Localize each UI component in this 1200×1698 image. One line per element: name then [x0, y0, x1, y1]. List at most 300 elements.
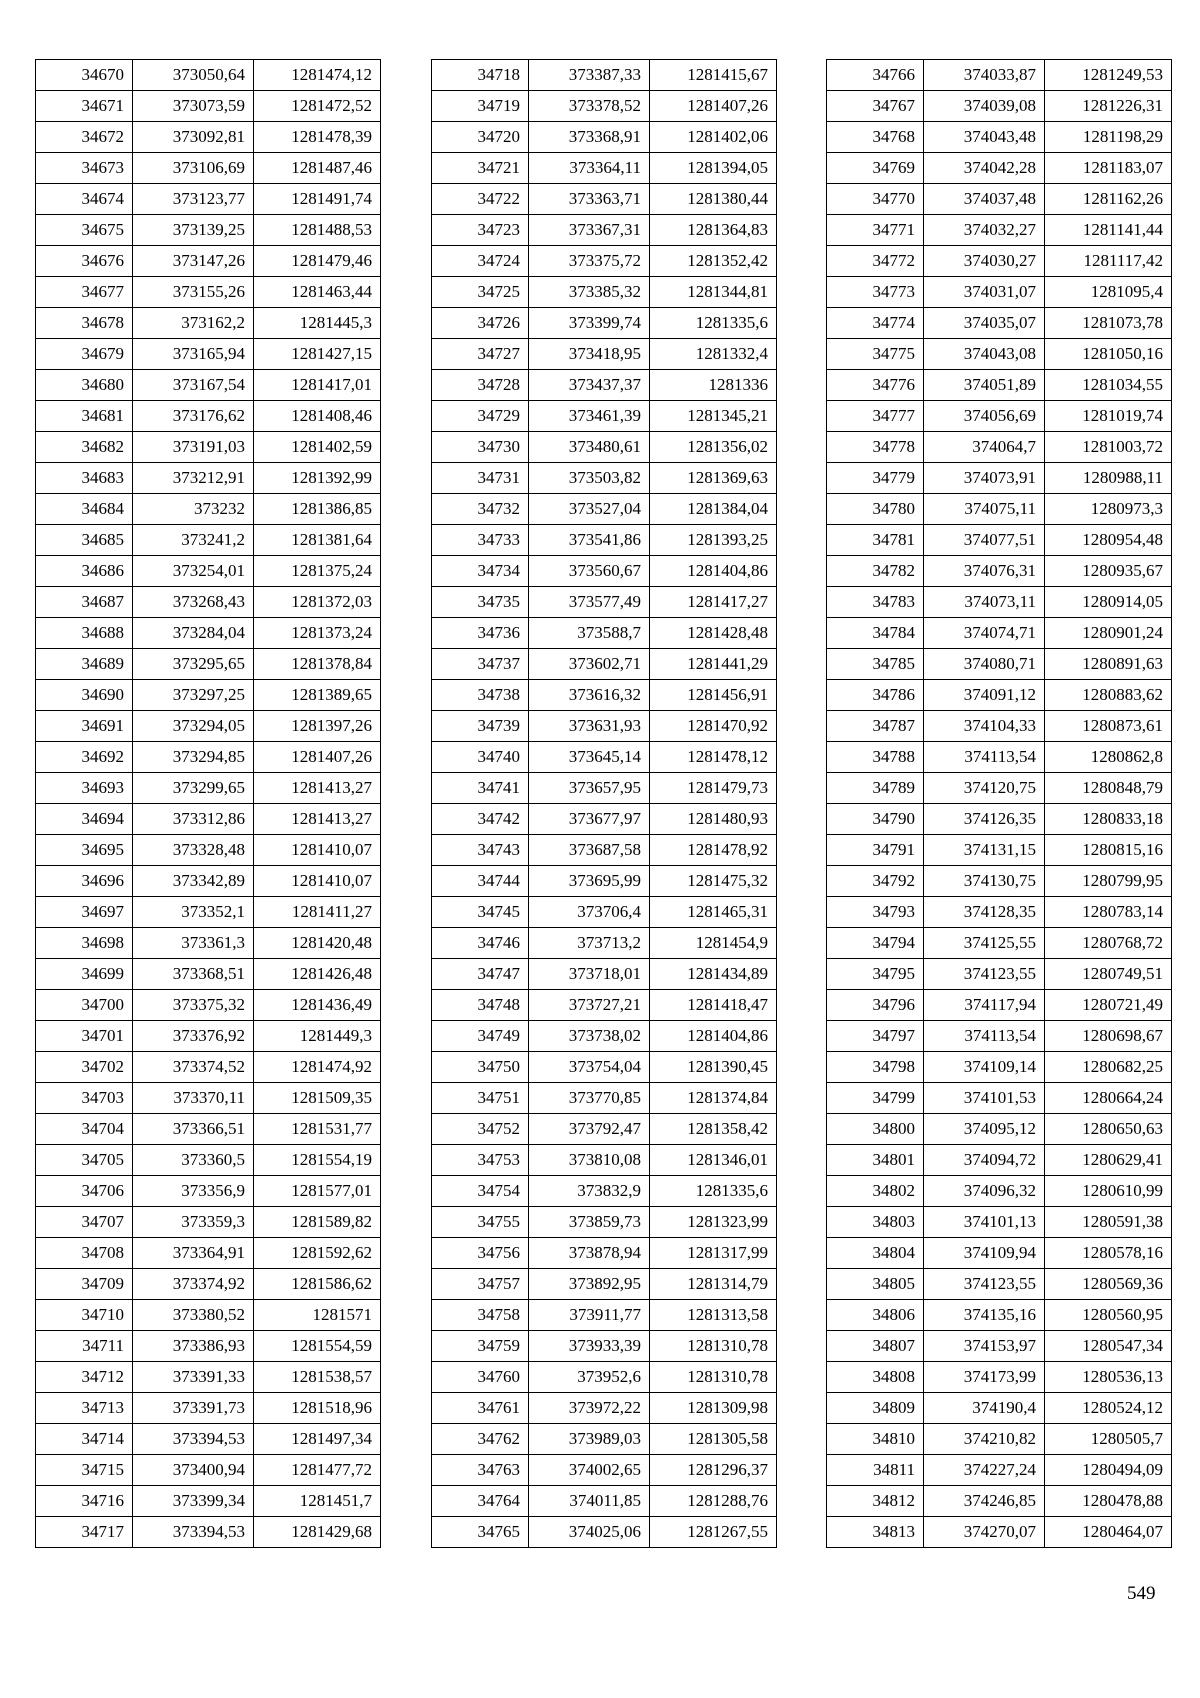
- point-number-cell: 34772: [827, 246, 924, 277]
- table-row: [432, 246, 777, 277]
- x-coordinate-cell: 374074,71: [924, 618, 1045, 649]
- y-coordinate-cell: 1281305,58: [650, 1424, 777, 1455]
- x-coordinate-cell: 374073,91: [924, 463, 1045, 494]
- y-coordinate-cell: 1280536,13: [1045, 1362, 1172, 1393]
- y-coordinate-cell: 1281317,99: [650, 1238, 777, 1269]
- point-number-cell: 34793: [827, 897, 924, 928]
- point-number-cell: 34730: [432, 432, 529, 463]
- point-number-cell: 34806: [827, 1300, 924, 1331]
- point-number-cell: 34756: [432, 1238, 529, 1269]
- y-coordinate-cell: 1281479,73: [650, 773, 777, 804]
- table-row: [36, 91, 381, 122]
- table-row: [36, 1455, 381, 1486]
- table-row: [432, 1424, 777, 1455]
- x-coordinate-cell: 374135,16: [924, 1300, 1045, 1331]
- x-coordinate-cell: 373727,21: [529, 990, 650, 1021]
- point-number-cell: 34762: [432, 1424, 529, 1455]
- x-coordinate-cell: 373378,52: [529, 91, 650, 122]
- y-coordinate-cell: 1280873,61: [1045, 711, 1172, 742]
- point-number-cell: 34794: [827, 928, 924, 959]
- y-coordinate-cell: 1281336: [650, 370, 777, 401]
- table-row: [432, 804, 777, 835]
- table-row: [36, 370, 381, 401]
- y-coordinate-cell: 1281073,78: [1045, 308, 1172, 339]
- x-coordinate-cell: 373073,59: [133, 91, 254, 122]
- point-number-cell: 34717: [36, 1517, 133, 1548]
- x-coordinate-cell: 374037,48: [924, 184, 1045, 215]
- table-row: [432, 184, 777, 215]
- table-row: [432, 1517, 777, 1548]
- x-coordinate-cell: 374091,12: [924, 680, 1045, 711]
- x-coordinate-cell: 373503,82: [529, 463, 650, 494]
- table-row: [432, 1486, 777, 1517]
- point-number-cell: 34799: [827, 1083, 924, 1114]
- y-coordinate-cell: 1281392,99: [254, 463, 381, 494]
- x-coordinate-cell: 373386,93: [133, 1331, 254, 1362]
- y-coordinate-cell: 1281393,25: [650, 525, 777, 556]
- table-row: [36, 339, 381, 370]
- table-row: [827, 649, 1172, 680]
- y-coordinate-cell: 1281162,26: [1045, 184, 1172, 215]
- y-coordinate-cell: 1280862,8: [1045, 742, 1172, 773]
- y-coordinate-cell: 1281478,92: [650, 835, 777, 866]
- point-number-cell: 34719: [432, 91, 529, 122]
- point-number-cell: 34735: [432, 587, 529, 618]
- x-coordinate-cell: 373212,91: [133, 463, 254, 494]
- x-coordinate-cell: 373541,86: [529, 525, 650, 556]
- table-row: [827, 928, 1172, 959]
- table-row: [827, 184, 1172, 215]
- y-coordinate-cell: 1280494,09: [1045, 1455, 1172, 1486]
- table-row: [36, 1021, 381, 1052]
- x-coordinate-cell: 373370,11: [133, 1083, 254, 1114]
- point-number-cell: 34690: [36, 680, 133, 711]
- x-coordinate-cell: 373364,11: [529, 153, 650, 184]
- x-coordinate-cell: 374227,24: [924, 1455, 1045, 1486]
- y-coordinate-cell: 1281381,64: [254, 525, 381, 556]
- y-coordinate-cell: 1281394,05: [650, 153, 777, 184]
- table-row: [36, 897, 381, 928]
- table-row: [432, 215, 777, 246]
- point-number-cell: 34752: [432, 1114, 529, 1145]
- point-number-cell: 34767: [827, 91, 924, 122]
- point-number-cell: 34681: [36, 401, 133, 432]
- x-coordinate-cell: 374128,35: [924, 897, 1045, 928]
- y-coordinate-cell: 1281428,48: [650, 618, 777, 649]
- x-coordinate-cell: 373375,72: [529, 246, 650, 277]
- point-number-cell: 34722: [432, 184, 529, 215]
- table-row: [432, 711, 777, 742]
- table-row: [36, 1083, 381, 1114]
- point-number-cell: 34751: [432, 1083, 529, 1114]
- y-coordinate-cell: 1281402,06: [650, 122, 777, 153]
- y-coordinate-cell: 1281332,4: [650, 339, 777, 370]
- table-row: [827, 1083, 1172, 1114]
- x-coordinate-cell: 373368,51: [133, 959, 254, 990]
- y-coordinate-cell: 1281487,46: [254, 153, 381, 184]
- y-coordinate-cell: 1280569,36: [1045, 1269, 1172, 1300]
- x-coordinate-cell: 374095,12: [924, 1114, 1045, 1145]
- point-number-cell: 34782: [827, 556, 924, 587]
- table-row: [827, 742, 1172, 773]
- y-coordinate-cell: 1281418,47: [650, 990, 777, 1021]
- point-number-cell: 34680: [36, 370, 133, 401]
- table-row: [36, 1300, 381, 1331]
- table-row: [432, 1114, 777, 1145]
- point-number-cell: 34809: [827, 1393, 924, 1424]
- y-coordinate-cell: 1281345,21: [650, 401, 777, 432]
- y-coordinate-cell: 1281310,78: [650, 1331, 777, 1362]
- point-number-cell: 34687: [36, 587, 133, 618]
- y-coordinate-cell: 1280721,49: [1045, 990, 1172, 1021]
- x-coordinate-cell: 373631,93: [529, 711, 650, 742]
- y-coordinate-cell: 1280560,95: [1045, 1300, 1172, 1331]
- y-coordinate-cell: 1281413,27: [254, 804, 381, 835]
- x-coordinate-cell: 373713,2: [529, 928, 650, 959]
- table-row: [827, 1486, 1172, 1517]
- point-number-cell: 34716: [36, 1486, 133, 1517]
- x-coordinate-cell: 373394,53: [133, 1424, 254, 1455]
- table-row: [432, 60, 777, 91]
- point-number-cell: 34685: [36, 525, 133, 556]
- table-row: [827, 1176, 1172, 1207]
- y-coordinate-cell: 1280464,07: [1045, 1517, 1172, 1548]
- table-row: [827, 1424, 1172, 1455]
- table-row: [827, 463, 1172, 494]
- x-coordinate-cell: 373294,85: [133, 742, 254, 773]
- point-number-cell: 34701: [36, 1021, 133, 1052]
- point-number-cell: 34718: [432, 60, 529, 91]
- table-row: [432, 1207, 777, 1238]
- x-coordinate-cell: 373399,74: [529, 308, 650, 339]
- point-number-cell: 34699: [36, 959, 133, 990]
- y-coordinate-cell: 1281384,04: [650, 494, 777, 525]
- point-number-cell: 34731: [432, 463, 529, 494]
- y-coordinate-cell: 1281411,27: [254, 897, 381, 928]
- table-row: [36, 215, 381, 246]
- y-coordinate-cell: 1281429,68: [254, 1517, 381, 1548]
- table-row: [432, 959, 777, 990]
- y-coordinate-cell: 1281571: [254, 1300, 381, 1331]
- x-coordinate-cell: 373616,32: [529, 680, 650, 711]
- point-number-cell: 34706: [36, 1176, 133, 1207]
- y-coordinate-cell: 1281375,24: [254, 556, 381, 587]
- table-row: [827, 1052, 1172, 1083]
- y-coordinate-cell: 1281408,46: [254, 401, 381, 432]
- table-row: [432, 91, 777, 122]
- table-row: [827, 277, 1172, 308]
- table-row: [827, 556, 1172, 587]
- y-coordinate-cell: 1281358,42: [650, 1114, 777, 1145]
- table-row: [432, 649, 777, 680]
- point-number-cell: 34710: [36, 1300, 133, 1331]
- y-coordinate-cell: 1281491,74: [254, 184, 381, 215]
- y-coordinate-cell: 1281034,55: [1045, 370, 1172, 401]
- x-coordinate-cell: 374039,08: [924, 91, 1045, 122]
- point-number-cell: 34682: [36, 432, 133, 463]
- y-coordinate-cell: 1281436,49: [254, 990, 381, 1021]
- point-number-cell: 34725: [432, 277, 529, 308]
- point-number-cell: 34675: [36, 215, 133, 246]
- point-number-cell: 34784: [827, 618, 924, 649]
- table-row: [827, 1238, 1172, 1269]
- table-row: [827, 897, 1172, 928]
- table-row: [432, 742, 777, 773]
- y-coordinate-cell: 1281497,34: [254, 1424, 381, 1455]
- y-coordinate-cell: 1281141,44: [1045, 215, 1172, 246]
- y-coordinate-cell: 1281454,9: [650, 928, 777, 959]
- table-row: [827, 122, 1172, 153]
- point-number-cell: 34749: [432, 1021, 529, 1052]
- table-row: [432, 587, 777, 618]
- table-row: [827, 1362, 1172, 1393]
- table-row: [36, 1145, 381, 1176]
- point-number-cell: 34707: [36, 1207, 133, 1238]
- y-coordinate-cell: 1281463,44: [254, 277, 381, 308]
- x-coordinate-cell: 373162,2: [133, 308, 254, 339]
- y-coordinate-cell: 1281474,12: [254, 60, 381, 91]
- table-row: [827, 401, 1172, 432]
- table-row: [432, 525, 777, 556]
- table-row: [432, 866, 777, 897]
- table-row: [432, 1176, 777, 1207]
- point-number-cell: 34801: [827, 1145, 924, 1176]
- y-coordinate-cell: 1280914,05: [1045, 587, 1172, 618]
- point-number-cell: 34812: [827, 1486, 924, 1517]
- y-coordinate-cell: 1281373,24: [254, 618, 381, 649]
- point-number-cell: 34773: [827, 277, 924, 308]
- x-coordinate-cell: 373577,49: [529, 587, 650, 618]
- table-row: [827, 990, 1172, 1021]
- x-coordinate-cell: 373139,25: [133, 215, 254, 246]
- y-coordinate-cell: 1281518,96: [254, 1393, 381, 1424]
- point-number-cell: 34771: [827, 215, 924, 246]
- x-coordinate-cell: 374190,4: [924, 1393, 1045, 1424]
- table-row: [827, 1517, 1172, 1548]
- table-row: [36, 1269, 381, 1300]
- y-coordinate-cell: 1280682,25: [1045, 1052, 1172, 1083]
- y-coordinate-cell: 1281386,85: [254, 494, 381, 525]
- table-row: [36, 866, 381, 897]
- table-row: [36, 649, 381, 680]
- y-coordinate-cell: 1281352,42: [650, 246, 777, 277]
- point-number-cell: 34747: [432, 959, 529, 990]
- x-coordinate-cell: 373437,37: [529, 370, 650, 401]
- y-coordinate-cell: 1281402,59: [254, 432, 381, 463]
- y-coordinate-cell: 1281226,31: [1045, 91, 1172, 122]
- page-number: 549: [1127, 1583, 1156, 1604]
- y-coordinate-cell: 1281509,35: [254, 1083, 381, 1114]
- table-row: [36, 835, 381, 866]
- point-number-cell: 34770: [827, 184, 924, 215]
- x-coordinate-cell: 373770,85: [529, 1083, 650, 1114]
- point-number-cell: 34741: [432, 773, 529, 804]
- point-number-cell: 34786: [827, 680, 924, 711]
- y-coordinate-cell: 1281372,03: [254, 587, 381, 618]
- y-coordinate-cell: 1281378,84: [254, 649, 381, 680]
- x-coordinate-cell: 373294,05: [133, 711, 254, 742]
- table-row: [432, 773, 777, 804]
- table-row: [827, 308, 1172, 339]
- y-coordinate-cell: 1281472,52: [254, 91, 381, 122]
- table-row: [36, 463, 381, 494]
- x-coordinate-cell: 373123,77: [133, 184, 254, 215]
- x-coordinate-cell: 373989,03: [529, 1424, 650, 1455]
- point-number-cell: 34709: [36, 1269, 133, 1300]
- table-row: [36, 1486, 381, 1517]
- x-coordinate-cell: 373400,94: [133, 1455, 254, 1486]
- point-number-cell: 34789: [827, 773, 924, 804]
- point-number-cell: 34729: [432, 401, 529, 432]
- y-coordinate-cell: 1281415,67: [650, 60, 777, 91]
- x-coordinate-cell: 374033,87: [924, 60, 1045, 91]
- table-row: [36, 773, 381, 804]
- x-coordinate-cell: 373241,2: [133, 525, 254, 556]
- point-number-cell: 34757: [432, 1269, 529, 1300]
- point-number-cell: 34765: [432, 1517, 529, 1548]
- y-coordinate-cell: 1281267,55: [650, 1517, 777, 1548]
- x-coordinate-cell: 374117,94: [924, 990, 1045, 1021]
- x-coordinate-cell: 373176,62: [133, 401, 254, 432]
- x-coordinate-cell: 373295,65: [133, 649, 254, 680]
- point-number-cell: 34738: [432, 680, 529, 711]
- x-coordinate-cell: 373399,34: [133, 1486, 254, 1517]
- point-number-cell: 34798: [827, 1052, 924, 1083]
- y-coordinate-cell: 1281413,27: [254, 773, 381, 804]
- table-row: [827, 1300, 1172, 1331]
- point-number-cell: 34764: [432, 1486, 529, 1517]
- x-coordinate-cell: 373342,89: [133, 866, 254, 897]
- y-coordinate-cell: 1281456,91: [650, 680, 777, 711]
- point-number-cell: 34724: [432, 246, 529, 277]
- y-coordinate-cell: 1281478,39: [254, 122, 381, 153]
- table-row: [432, 990, 777, 1021]
- table-row: [432, 1300, 777, 1331]
- point-number-cell: 34698: [36, 928, 133, 959]
- point-number-cell: 34760: [432, 1362, 529, 1393]
- table-row: [36, 494, 381, 525]
- y-coordinate-cell: 1280749,51: [1045, 959, 1172, 990]
- y-coordinate-cell: 1280883,62: [1045, 680, 1172, 711]
- table-row: [36, 60, 381, 91]
- table-row: [827, 494, 1172, 525]
- x-coordinate-cell: 373754,04: [529, 1052, 650, 1083]
- x-coordinate-cell: 373359,3: [133, 1207, 254, 1238]
- table-row: [827, 370, 1172, 401]
- x-coordinate-cell: 374113,54: [924, 742, 1045, 773]
- table-row: [36, 277, 381, 308]
- point-number-cell: 34728: [432, 370, 529, 401]
- x-coordinate-cell: 374032,27: [924, 215, 1045, 246]
- point-number-cell: 34684: [36, 494, 133, 525]
- table-row: [827, 1114, 1172, 1145]
- x-coordinate-cell: 374030,27: [924, 246, 1045, 277]
- x-coordinate-cell: 373480,61: [529, 432, 650, 463]
- point-number-cell: 34775: [827, 339, 924, 370]
- table-row: [36, 1114, 381, 1145]
- x-coordinate-cell: 373695,99: [529, 866, 650, 897]
- table-row: [827, 91, 1172, 122]
- y-coordinate-cell: 1280610,99: [1045, 1176, 1172, 1207]
- table-row: [36, 1207, 381, 1238]
- point-number-cell: 34697: [36, 897, 133, 928]
- table-row: [827, 525, 1172, 556]
- point-number-cell: 34785: [827, 649, 924, 680]
- table-row: [432, 153, 777, 184]
- y-coordinate-cell: 1281480,93: [650, 804, 777, 835]
- table-row: [36, 401, 381, 432]
- y-coordinate-cell: 1281380,44: [650, 184, 777, 215]
- table-row: [36, 1424, 381, 1455]
- point-number-cell: 34774: [827, 308, 924, 339]
- y-coordinate-cell: 1281554,59: [254, 1331, 381, 1362]
- table-row: [36, 680, 381, 711]
- x-coordinate-cell: 374246,85: [924, 1486, 1045, 1517]
- table-row: [36, 246, 381, 277]
- table-body: [432, 60, 777, 1548]
- x-coordinate-cell: 374109,94: [924, 1238, 1045, 1269]
- x-coordinate-cell: 373106,69: [133, 153, 254, 184]
- point-number-cell: 34672: [36, 122, 133, 153]
- x-coordinate-cell: 374094,72: [924, 1145, 1045, 1176]
- point-number-cell: 34805: [827, 1269, 924, 1300]
- y-coordinate-cell: 1281019,74: [1045, 401, 1172, 432]
- x-coordinate-cell: 373165,94: [133, 339, 254, 370]
- point-number-cell: 34763: [432, 1455, 529, 1486]
- table-row: [432, 1021, 777, 1052]
- y-coordinate-cell: 1281449,3: [254, 1021, 381, 1052]
- point-number-cell: 34720: [432, 122, 529, 153]
- point-number-cell: 34745: [432, 897, 529, 928]
- y-coordinate-cell: 1281369,63: [650, 463, 777, 494]
- y-coordinate-cell: 1281427,15: [254, 339, 381, 370]
- table-row: [827, 1207, 1172, 1238]
- point-number-cell: 34748: [432, 990, 529, 1021]
- x-coordinate-cell: 373167,54: [133, 370, 254, 401]
- point-number-cell: 34694: [36, 804, 133, 835]
- x-coordinate-cell: 374131,15: [924, 835, 1045, 866]
- point-number-cell: 34795: [827, 959, 924, 990]
- point-number-cell: 34734: [432, 556, 529, 587]
- y-coordinate-cell: 1281434,89: [650, 959, 777, 990]
- x-coordinate-cell: 373254,01: [133, 556, 254, 587]
- x-coordinate-cell: 373360,5: [133, 1145, 254, 1176]
- table-row: [432, 835, 777, 866]
- x-coordinate-cell: 373892,95: [529, 1269, 650, 1300]
- table-row: [36, 184, 381, 215]
- table-row: [827, 1145, 1172, 1176]
- x-coordinate-cell: 373284,04: [133, 618, 254, 649]
- y-coordinate-cell: 1280650,63: [1045, 1114, 1172, 1145]
- point-number-cell: 34688: [36, 618, 133, 649]
- coordinates-table-3: [826, 59, 1172, 1548]
- x-coordinate-cell: 373147,26: [133, 246, 254, 277]
- table-row: [432, 1455, 777, 1486]
- point-number-cell: 34693: [36, 773, 133, 804]
- table-row: [36, 1517, 381, 1548]
- table-row: [36, 928, 381, 959]
- x-coordinate-cell: 373461,39: [529, 401, 650, 432]
- table-row: [36, 804, 381, 835]
- y-coordinate-cell: 1281470,92: [650, 711, 777, 742]
- y-coordinate-cell: 1281538,57: [254, 1362, 381, 1393]
- table-row: [432, 618, 777, 649]
- x-coordinate-cell: 373602,71: [529, 649, 650, 680]
- table-row: [36, 308, 381, 339]
- point-number-cell: 34739: [432, 711, 529, 742]
- y-coordinate-cell: 1280901,24: [1045, 618, 1172, 649]
- y-coordinate-cell: 1280988,11: [1045, 463, 1172, 494]
